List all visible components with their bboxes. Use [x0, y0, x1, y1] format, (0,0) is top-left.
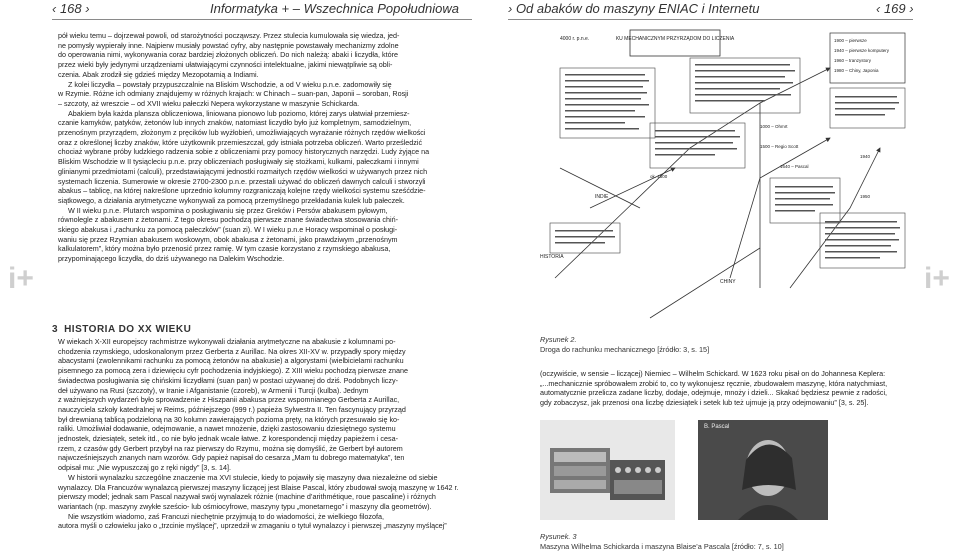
left-side-mark: i+	[8, 262, 34, 295]
diagram-item: INDIE	[595, 194, 609, 200]
text-line: Abakiem była każda plansza obliczeniowa, liniowana pionowo lub poziomo, której zarys ułatwiał przemiesz-	[68, 108, 410, 118]
left-running-title: Informatyka + – Wszechnica Popołudniowa	[210, 1, 459, 16]
text-line: waniu się przez Rzymian abakusem woskowym, obok abakusa z żetonami, jako prawdziwym „przenośnym	[58, 234, 398, 244]
diagram-item: 1900 – pierwsze	[834, 38, 867, 43]
diagram-item: 1000 – Ohmrt	[760, 124, 788, 129]
diagram-item: 1950	[860, 194, 871, 199]
pascal-portrait	[698, 420, 828, 520]
text-line: W wiekach X-XII europejscy rachmistrze wykonywali działania arytmetyczne na abakusie z kolumnami po-	[58, 337, 396, 346]
text-line: automatycznie przelicza zadane liczby, dodaje, odejmuje, mnoży i dzieli... Skakać będziesz pewnie z radości,	[540, 388, 888, 398]
diagram-item: 1640 – Pascal	[780, 164, 809, 169]
text-line: chodzenia rzymskiego, udoskonalonym przez Gerberta z Aurillac. Na okres XII-XV w. przypadły spory między	[58, 346, 406, 356]
text-line: chociaż wybrane próby ludzkiego radzenia sobie z obliczeniami przy pomocy historycznych narzędzi. Ludy żyjące na	[58, 147, 430, 157]
text-line: „...mechanicznie spróbowałem zrobić to, co ty wykonujesz ręcznie, zbudowałem maszynę, która natychmiast,	[540, 378, 888, 388]
text-line: jednostek, dziesiątek, setek itd., co nie było jednak wcale łatwe. Z korespondencji między papieżem i cesa-	[58, 434, 398, 444]
text-line: gdy zobaczysz, jak przenosi ona liczbę dziesiątek i setek lub też ujmuje ją przy odejmowaniu” [3, s. 25].	[540, 398, 869, 408]
top-left-text	[58, 31, 465, 264]
figure-3-caption	[540, 532, 784, 552]
text-line: (oczywiście, w sensie – liczącej) Niemiec – Wilhelm Schickard. W 1623 roku pisał on do Johannesa Keplera:	[540, 369, 886, 378]
text-line: równolegle z abakusem z żetonami. Z tego okresu pochodzą pierwsze znane świadectwa stosowania chiń-	[58, 215, 398, 225]
text-line: świadectwa posługiwania się chińskimi liczydłami (suan pan) w postaci używanej do dziś. Podobnych liczy-	[58, 375, 398, 385]
figure-3-label: Rysunek. 3	[540, 532, 577, 541]
text-line: abacystami (zwolennikami rachunku za pomocą żetonów na abakusie) a algorystami (wielbicielami rachunku	[58, 356, 404, 366]
diagram-item: 1960 – tranzystory	[834, 58, 872, 63]
text-line: oraz z określonej liczby znaków, które użytkownik przemieszczał, gdy istniała potrzeba obliczeń. Warto prześledzić	[58, 137, 423, 147]
text-line: przypominającego liczydła, do dziś używanego na Dalekim Wschodzie.	[58, 254, 285, 264]
text-line: odpisał mu: „Nie wypuszczaj go z ręki nigdy” [3, s. 14].	[58, 463, 231, 473]
section-number: 3	[52, 324, 59, 335]
text-line: z ważniejszych wydarzeń było sprowadzenie z Hiszpanii abakusa przez wspomnianego Gerberta z Aurillac,	[58, 395, 400, 405]
text-line: abakus – tablicę, na której nakreślone uprzednio kolumny rozgraniczają kolejne rzędy wielkości systemu sześćdzie-	[58, 186, 426, 196]
text-line: wariantach (np. maszyny zwykłe sześcio- lub ośmiocyfrowe, maszyny typu „monetarnego” i maszyny dla geometrów).	[58, 501, 432, 511]
figure-3-text: Maszyna Wilhelma Schickarda i maszyna Blaise’a Pascala [źródło: 7, s. 10]	[540, 542, 784, 551]
bottom-left-text	[58, 337, 468, 531]
text-line: raliki. Umożliwiał dodawanie, odejmowanie, a nawet mnożenie, dzięki zastosowaniu dziesiętnego systemu	[58, 424, 396, 434]
figure-2-label: Rysunek 2.	[540, 335, 577, 344]
diagram-item: 1940	[860, 154, 871, 159]
text-line: w Rzymie. Różne ich odmiany znajdujemy w różnych krajach: w Chinach – suan-pan, Japonii – soroban, Rosji	[58, 89, 409, 99]
text-line: Nie wszystkim wiadomo, zaś Francuzi niechętnie przyjmują to do wiadomości, że wielkiego filozofa,	[68, 511, 384, 521]
text-line: najwcześniejszych znanych nam wzorów. Gdy papież napisał do cesarza „Mam tu dobrego matematyka”, ten	[58, 453, 405, 463]
text-line: pierwszy model; jednak sam Pascal nazywał swój wynalazek różnie (machine d’arithmétique, roue pascaline) i różnych	[58, 492, 436, 502]
portrait-label: B. Pascal	[704, 424, 730, 430]
text-line: pisemnego za pomocą zera i dziewięciu cyfr pochodzenia indyjskiego). Z XIII wieku pochodzą pierwsze znane	[58, 366, 408, 376]
right-text	[540, 369, 920, 408]
figure-2-caption	[540, 335, 709, 355]
section-heading	[52, 324, 191, 335]
text-line: kalkulatorem”, który można było przenosić przez ramię. W tym czasie korzystano z rzymskiego abakusa,	[58, 244, 391, 254]
text-line: nauczyciela szkoły katedralnej w Reims, późniejszego (999 r.) papieża Sylwestra II. Ten fascynujący przyrząd	[58, 404, 406, 414]
diagram-title: KU MECHANICZNYM PRZYRZĄDOM DO LICZENIA	[615, 36, 735, 42]
text-line: do operowania nimi, wykonywania coraz bardziej złożonych obliczeń. Do nich należą: abaki i liczydła, które	[58, 50, 398, 60]
text-line: systemach liczenia. Sumerowie w okresie 2700-2300 p.n.e. przestali używać do obliczeń dawnych calculi i stworzyli	[58, 176, 426, 186]
diagram-item: CHINY	[720, 279, 736, 285]
text-line: przenośnym przyrządem, złożonym z pręcików lub wyżłobień, umożliwiających wyrażanie różnych rzędów wielkości	[58, 128, 426, 138]
text-line: czenia. Abak zrodził się gdzieś między Mezopotamią a Indiami.	[58, 69, 259, 79]
left-header-rule	[52, 19, 472, 20]
mechanical-computing-diagram	[530, 28, 915, 323]
text-line: pół wieku temu – dojrzewał powoli, od starożytności począwszy. Przez stulecia kumulowała się wiedza, jed-	[58, 31, 400, 40]
text-line: autora myśli o człowieku jako o „trzcinie myślącej”, uprzedził w zmaganiu o tytuł wynalazcy i pierwszej „maszyny myślącej”	[58, 521, 447, 531]
text-line: glinianymi przedmiotami (calculi), przedstawiającymi jednostki rozmaitych rzędów wielkości w używanych przez nich	[58, 166, 428, 176]
diagram-item: 1940 – pierwsze komputery	[834, 48, 890, 53]
text-line: deł używano na Rusi (szczoty), w Iranie i Afganistanie (czoreb), w Armenii i Turcji (kulba). Jednym	[58, 385, 369, 395]
diagram-svg	[530, 28, 915, 323]
diagram-top-left: 4000 r. p.n.e.	[560, 36, 590, 42]
figure-2-text: Droga do rachunku mechanicznego [źródło: 3, s. 15]	[540, 345, 710, 354]
text-line: czanie kamyków, patyków, żetonów lub innych znaków, natomiast liczydło było już kompletnym, samodzielnym,	[58, 118, 412, 128]
right-header-rule	[508, 19, 913, 20]
text-line: siątkowego, a działania arytmetyczne wykonywali za pomocą przemyślnego przekładania kulek lub pałeczek.	[58, 195, 405, 205]
right-page-number: ‹ 169 ›	[876, 1, 914, 16]
text-line: skiego abakusa i „rachunku za pomocą pałeczków” (suan zi). W I wieku p.n.e Horacy wspominał o posługi-	[58, 225, 398, 235]
text-line: – szczoty, aż wreszcie – od XVII wieku pałeczki Nepera wykorzystane w maszynie Schickarda.	[58, 98, 360, 108]
text-line: rzem, z czasów gdy Gerbert przybył na raz pierwszy do Rzymu, można się domyślić, że Gerbert był autorem	[58, 443, 403, 453]
diagram-item: HISTORIA	[540, 254, 564, 260]
section-title: HISTORIA DO XX WIEKU	[64, 324, 192, 335]
text-line: wynalazcy. Dla Francuzów wynalazcą pierwszej maszyny liczącej jest Blaise Pascal, który zbudował swoją maszynę w 1642 r.	[58, 482, 459, 492]
schickard-machine-photo	[540, 420, 675, 520]
text-line: był drewnianą tablicą podzieloną na 30 kolumn zawierających pozioma pręty, na których przesuwało się ko-	[58, 414, 400, 424]
text-line: Z kolei liczydła – powstały przypuszczalnie na Bliskim Wschodzie, a od V wieku p.n.e. zadomowiły się	[68, 79, 392, 89]
text-line: ne pomysły wypierały inne. Najpierw musiały powstać cyfry, aby następnie powstawały mechanizmy zdolne	[58, 40, 399, 50]
text-line: Bliskim Wschodzie w II tysiącleciu p.n.e. przy obliczeniach posługiwały się stożkami, kulkami, pałeczkami i innymi	[58, 157, 419, 167]
diagram-title-box	[630, 30, 720, 56]
text-line: W II wieku p.n.e. Plutarch wspomina o posługiwaniu się przez Greków i Persów abakusem pyłowym,	[68, 205, 388, 215]
diagram-item: 1980 – Chiny, Japonia	[834, 68, 879, 73]
page-header	[0, 0, 960, 19]
right-running-title: › Od abaków do maszyny ENIAC i Internetu	[508, 1, 760, 16]
left-page-number: ‹ 168 ›	[52, 1, 90, 16]
right-side-mark: i+	[924, 262, 950, 295]
text-line: W historii wynalazku szczególne znaczenie ma XVI stulecie, kiedy to pojawiły się maszyny dwa niezależne od siebie	[68, 472, 438, 482]
diagram-item: ok. 1500	[650, 174, 668, 179]
text-line: przez wieki były jedynymi urządzeniami ułatwiającymi czynności intelektualne, jakimi niewątpliwie są obli-	[58, 60, 393, 70]
diagram-item: 1500 – Regio Scott	[760, 144, 799, 149]
